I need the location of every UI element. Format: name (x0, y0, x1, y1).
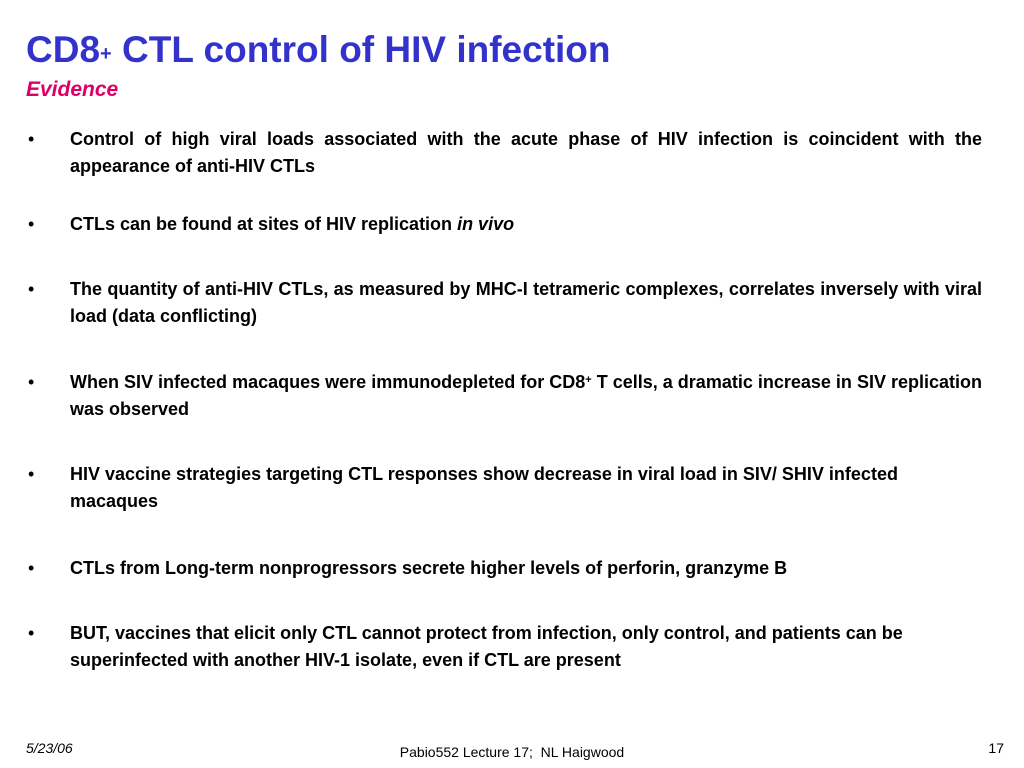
bullet-marker: • (28, 279, 35, 299)
footer-page-number: 17 (988, 740, 1004, 756)
bullet-marker: • (28, 464, 35, 484)
bullet-item-4 (28, 369, 982, 423)
bullet-text: HIV vaccine strategies targeting CTL responses show decrease in viral load in SIV/ SHIV infected macaques (70, 464, 898, 511)
bullet-item-6 (28, 555, 982, 582)
bullet-superscript: + (585, 374, 592, 386)
bullet-item-7 (28, 620, 982, 674)
bullet-item-2 (28, 211, 982, 238)
bullet-text (70, 211, 982, 238)
bullet-text-plain: CTLs can be found at sites of HIV replication (70, 214, 458, 234)
title-rest: CTL control of HIV infection (111, 29, 611, 70)
bullet-marker: • (28, 558, 35, 578)
bullet-marker: • (28, 214, 35, 234)
bullet-item-1 (28, 126, 982, 180)
bullet-text-before: When SIV infected macaques were immunodepleted for CD8 (70, 372, 586, 392)
bullet-item-5 (28, 461, 982, 515)
slide-subtitle: Evidence (26, 78, 119, 101)
bullet-marker: • (28, 623, 35, 643)
bullet-text: CTLs from Long-term nonprogressors secrete higher levels of perforin, granzyme B (70, 558, 788, 578)
footer-date: 5/23/06 (26, 740, 73, 756)
bullet-marker: • (28, 372, 35, 392)
bullet-text (70, 369, 982, 423)
bullet-text: The quantity of anti-HIV CTLs, as measured by MHC-I tetrameric complexes, correlates inversely with viral load (data conflicting) (70, 279, 982, 326)
bullet-text: BUT, vaccines that elicit only CTL cannot protect from infection, only control, and patients can be superinfected with another HIV-1 isolate, even if CTL are present (70, 623, 903, 670)
bullet-text-after: T cells, a dramatic increase in SIV replication was observed (70, 372, 983, 419)
footer-course-info: Pabio552 Lecture 17; NL Haigwood (399, 744, 625, 760)
slide-title (26, 28, 611, 72)
title-superscript: + (100, 43, 112, 65)
bullet-marker: • (28, 129, 35, 149)
title-main: CD8 (26, 29, 101, 70)
bullet-item-3 (28, 276, 982, 330)
bullet-text-italic: in vivo (457, 214, 515, 234)
bullet-text: Control of high viral loads associated with the acute phase of HIV infection is coincident with the appearance of anti-HIV CTLs (70, 129, 982, 176)
